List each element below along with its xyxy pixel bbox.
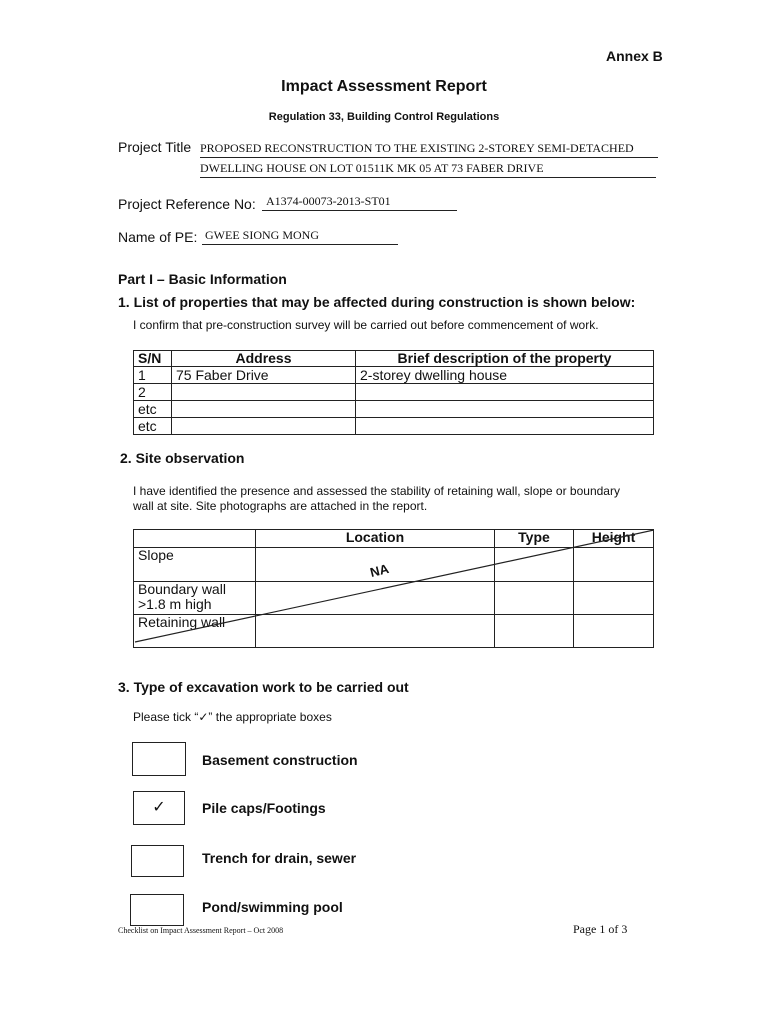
pond-swimming-pool-checkbox[interactable] [130, 894, 184, 926]
table-cell: 1 [134, 367, 172, 384]
pile-caps-footings-label: Pile caps/Footings [202, 800, 326, 816]
footer-document-name: Checklist on Impact Assessment Report – Oct 2008 [118, 926, 284, 935]
footer-page-number: Page 1 of 3 [573, 922, 628, 936]
table-cell: etc [134, 401, 172, 418]
trench-drain-sewer-checkbox[interactable] [131, 845, 184, 877]
site-observation-heading: 2. Site observation [120, 450, 245, 466]
question1-note: I confirm that pre-construction survey will be carried out before commencement of work. [133, 318, 599, 332]
project-reference-text: A1374-00073-2013-ST01 [266, 194, 391, 208]
affected-properties-table [133, 350, 654, 435]
pe-name-value [202, 228, 398, 245]
table-row [134, 384, 654, 401]
column-header-sn: S/N [134, 351, 172, 367]
table-row [134, 418, 654, 435]
table-cell [172, 401, 356, 418]
column-header-description: Brief description of the property [356, 351, 654, 367]
site-observation-note-line1: I have identified the presence and assessed the stability of retaining wall, slope or boundary [133, 484, 620, 498]
annex-label: Annex B [606, 48, 663, 64]
table-row [134, 401, 654, 418]
site-observation-note-line2: wall at site. Site photographs are attached in the report. [133, 499, 428, 513]
pe-name-text: GWEE SIONG MONG [205, 228, 319, 242]
table-cell [172, 418, 356, 435]
table-header-row [134, 351, 654, 367]
trench-drain-sewer-label: Trench for drain, sewer [202, 850, 357, 866]
pond-swimming-pool-label: Pond/swimming pool [202, 899, 343, 915]
column-header-address: Address [172, 351, 356, 367]
table-cell: 2 [134, 384, 172, 401]
table-cell [356, 401, 654, 418]
not-applicable-strike-line [133, 529, 654, 648]
table-cell [356, 418, 654, 435]
table-cell [356, 384, 654, 401]
page-title: Impact Assessment Report [281, 78, 487, 95]
excavation-instruction: Please tick “✓” the appropriate boxes [133, 710, 332, 724]
column-header-location: Location [256, 530, 495, 548]
row-label-boundary-wall-line1: Boundary wall [138, 581, 226, 597]
pe-name-label: Name of PE: [118, 229, 198, 245]
page-subtitle: Regulation 33, Building Control Regulations [268, 111, 500, 123]
basement-construction-checkbox[interactable] [132, 742, 186, 776]
site-observation-table-wrap [133, 529, 654, 648]
project-title-line2: DWELLING HOUSE ON LOT 01511K MK 05 AT 73 FABER DRIVE [200, 161, 656, 178]
table-cell [172, 384, 356, 401]
row-label-boundary-wall-line2: >1.8 m high [138, 596, 212, 612]
project-title-line1: PROPOSED RECONSTRUCTION TO THE EXISTING 2-STOREY SEMI-DETACHED [200, 141, 658, 158]
not-applicable-handwritten-mark: NA [368, 560, 391, 581]
table-row [134, 367, 654, 384]
project-title-label: Project Title [118, 139, 192, 155]
part1-heading: Part I – Basic Information [118, 271, 287, 287]
project-reference-value [262, 194, 457, 211]
project-reference-label: Project Reference No: [118, 196, 256, 212]
row-label-slope: Slope [134, 548, 256, 582]
row-label-retaining-wall: Retaining wall [134, 615, 256, 648]
checkmark-icon: ✓ [152, 799, 166, 816]
question1-heading: 1. List of properties that may be affected during construction is shown below: [118, 294, 636, 310]
table-cell: 2-storey dwelling house [356, 367, 654, 384]
pile-caps-footings-checkbox[interactable] [133, 791, 185, 825]
excavation-heading: 3. Type of excavation work to be carried out [118, 679, 409, 695]
basement-construction-label: Basement construction [202, 752, 358, 768]
table-cell: etc [134, 418, 172, 435]
column-header-type: Type [495, 530, 574, 548]
table-cell: 75 Faber Drive [172, 367, 356, 384]
column-header-height: Height [574, 530, 654, 548]
